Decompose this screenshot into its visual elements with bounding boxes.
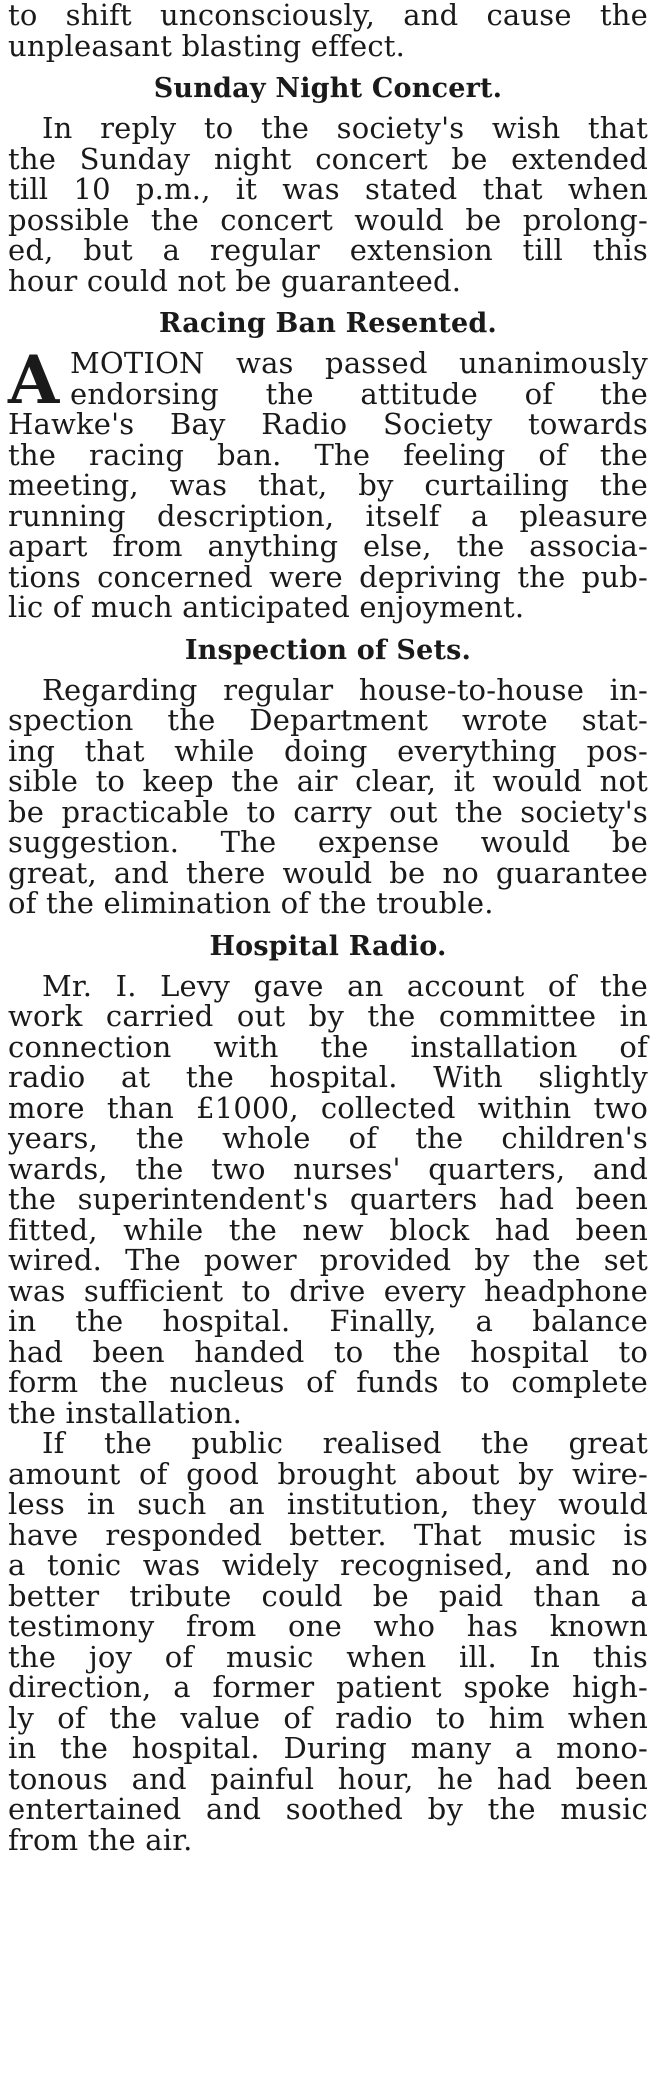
text-line: wired. The power provided by the set [8, 1243, 648, 1277]
text-line: in the hospital. Finally, a balance [8, 1304, 648, 1338]
text-line: be practicable to carry out the society's [8, 794, 648, 829]
text-line: Regarding regular house-to-house in- [42, 672, 648, 707]
section-heading-racing-ban-resented: Racing Ban Resented. [158, 308, 498, 339]
paragraph-racing-ban-resented [8, 341, 648, 624]
text-line: possible the concert would be prolong- [8, 202, 648, 237]
text-line: Hawke's Bay Radio Society towards [8, 407, 648, 441]
text-line: In reply to the society's wish that [42, 111, 648, 145]
text-line: have responded better. That music is [8, 1517, 648, 1552]
text-line: radio at the hospital. With slightly [8, 1060, 648, 1094]
section-heading-sunday-night-concert: Sunday Night Concert. [153, 73, 503, 104]
text-line: spection the Department wrote stat- [8, 703, 648, 737]
text-line: tonous and painful hour, he had been [8, 1761, 648, 1796]
text-line: sible to keep the air clear, it would not [8, 764, 648, 798]
text-line: the installation. [8, 1395, 243, 1430]
text-line: the Sunday night concert be extended [8, 141, 648, 176]
text-line: hour could not be guaranteed. [8, 263, 462, 298]
text-line: lic of much anticipated enjoyment. [8, 590, 525, 624]
text-line: great, and there would be no guarantee [8, 855, 648, 890]
text-line: more than £1000, collected within two [8, 1090, 648, 1125]
drop-cap-letter: A [8, 341, 60, 419]
text-line: better tribute could be paid than a [8, 1578, 648, 1613]
text-line: ing that while doing everything pos- [8, 733, 648, 768]
intro-paragraph [8, 0, 648, 61]
text-line: fitted, while the new block had been [8, 1212, 648, 1247]
article-column [8, 0, 648, 1855]
text-line: years, the whole of the children's [8, 1121, 648, 1155]
text-line: less in such an institution, they would [8, 1487, 648, 1521]
text-line: ly of the value of radio to him when [8, 1700, 648, 1735]
text-line: testimony from one who has known [8, 1609, 648, 1643]
text-line: of the elimination of the trouble. [8, 886, 494, 920]
text-line: till 10 p.m., it was stated that when [8, 172, 648, 206]
text-line: in the hospital. During many a mono- [8, 1731, 648, 1765]
text-line: had been handed to the hospital to [8, 1334, 648, 1369]
text-line: running description, itself a pleasure [8, 498, 648, 533]
text-line: Mr. I. Levy gave an account of the [42, 968, 648, 1003]
text-line: apart from anything else, the associa- [8, 529, 648, 563]
text-line: from the air. [8, 1822, 193, 1857]
text-line: the superintendent's quarters had been [8, 1182, 648, 1216]
text-line: unpleasant blasting effect. [8, 28, 406, 63]
paragraph-hospital-radio-1 [8, 968, 648, 1430]
text-line: a tonic was widely recognised, and no [8, 1548, 648, 1582]
text-line: direction, a former patient spoke high- [8, 1670, 648, 1704]
text-line: the joy of music when ill. In this [8, 1639, 648, 1674]
text-line: amount of good brought about by wire- [8, 1456, 648, 1491]
text-line: If the public realised the great [42, 1426, 648, 1460]
text-line: entertained and soothed by the music [8, 1792, 648, 1826]
text-line: wards, the two nurses' quarters, and [8, 1151, 648, 1186]
text-line: meeting, was that, by curtailing the [8, 468, 648, 502]
text-line: form the nucleus of funds to complete [8, 1365, 648, 1399]
text-line: ed, but a regular extension till this [8, 233, 648, 267]
text-line: tions concerned were depriving the pub- [8, 559, 648, 594]
text-line: work carried out by the committee in [8, 999, 648, 1033]
text-line: endorsing the attitude of the [70, 376, 648, 411]
text-line: MOTION was passed unanimously [70, 346, 648, 380]
text-line: suggestion. The expense would be [8, 825, 648, 859]
paragraph-sunday-night-concert [8, 113, 648, 296]
text-line: to shift unconsciously, and cause the [8, 0, 648, 32]
paragraph-inspection-of-sets [8, 672, 648, 920]
section-heading-inspection-of-sets: Inspection of Sets. [184, 634, 472, 666]
text-line: the racing ban. The feeling of the [8, 437, 648, 472]
text-line: connection with the installation of [8, 1029, 648, 1064]
section-heading-hospital-radio: Hospital Radio. [209, 930, 447, 962]
text-line: was sufficient to drive every headphone [8, 1273, 648, 1308]
paragraph-hospital-radio-2 [8, 1428, 648, 1855]
